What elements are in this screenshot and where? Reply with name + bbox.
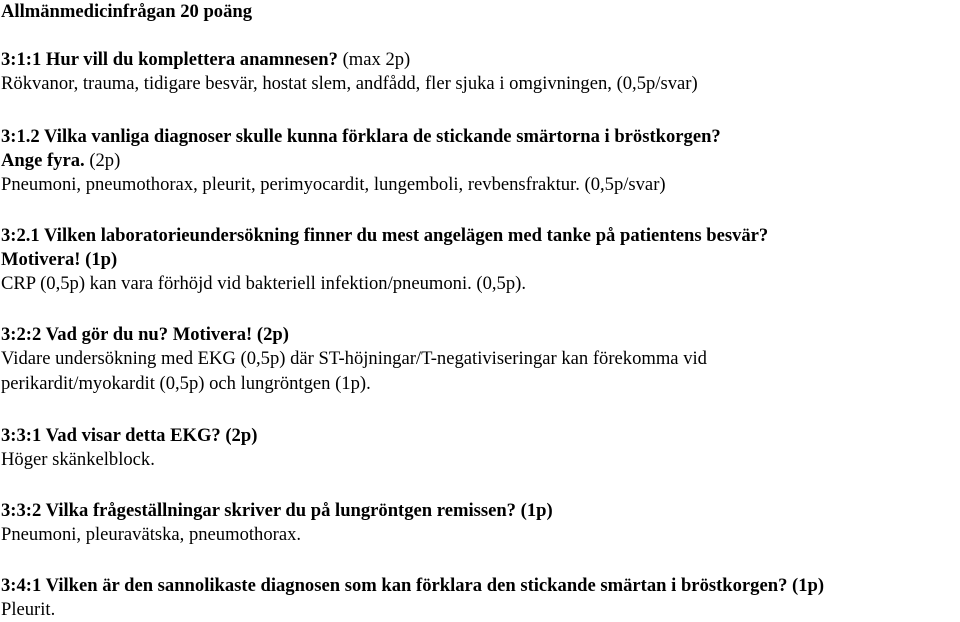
question-points: (2p) <box>89 150 121 171</box>
question-3-1-1 <box>1 48 410 72</box>
question-text: 3:3:2 Vilka frågeställningar skriver du på lungröntgen remissen? <box>1 500 516 521</box>
question-3-2-2 <box>1 323 289 347</box>
question-points: (2p) <box>225 425 258 446</box>
question-3-2-1-cont <box>1 248 117 272</box>
answer-3-3-1: Höger skänkelblock. <box>1 449 155 470</box>
question-text: 3:4:1 Vilken är den sannolikaste diagnosen som kan förklara den stickande smärtan i bröstkorgen? <box>1 575 788 596</box>
question-3-1-2: 3:1.2 Vilka vanliga diagnoser skulle kunna förklara de stickande smärtorna i bröstkorgen? <box>1 126 721 147</box>
page-title: Allmänmedicinfrågan 20 poäng <box>1 1 253 22</box>
question-3-4-1 <box>1 574 824 598</box>
question-text: 3:1:1 Hur vill du komplettera anamnesen? <box>1 49 338 70</box>
answer-3-2-2-line2: perikardit/myokardit (0,5p) och lungröntgen (1p). <box>1 373 371 394</box>
question-text: 3:2:2 Vad gör du nu? Motivera! <box>1 324 253 345</box>
question-points: (1p) <box>520 500 553 521</box>
answer-3-1-2: Pneumoni, pneumothorax, pleurit, perimyocardit, lungemboli, revbensfraktur. (0,5p/svar) <box>1 174 666 195</box>
answer-3-2-2-line1: Vidare undersökning med EKG (0,5p) där ST-höjningar/T-negativiseringar kan förekomma vid <box>1 348 707 369</box>
question-3-1-2-cont <box>1 149 120 173</box>
answer-3-2-1: CRP (0,5p) kan vara förhöjd vid bakteriell infektion/pneumoni. (0,5p). <box>1 273 526 294</box>
question-text: 3:3:1 Vad visar detta EKG? <box>1 425 221 446</box>
question-points: (1p) <box>85 249 118 270</box>
answer-3-1-1: Rökvanor, trauma, tidigare besvär, hostat slem, andfådd, fler sjuka i omgivningen, (0,5p/svar) <box>1 73 698 94</box>
question-text-cont: Motivera! <box>1 249 81 270</box>
question-points: (1p) <box>792 575 825 596</box>
question-3-3-1 <box>1 424 257 448</box>
answer-3-4-1: Pleurit. <box>1 599 56 620</box>
question-points: (max 2p) <box>342 49 411 70</box>
question-points: (2p) <box>256 324 289 345</box>
answer-3-3-2: Pneumoni, pleuravätska, pneumothorax. <box>1 524 302 545</box>
question-text-cont: Ange fyra. <box>1 150 85 171</box>
question-3-3-2 <box>1 499 553 523</box>
question-3-2-1: 3:2.1 Vilken laboratorieundersökning finner du mest angelägen med tanke på patientens besvär? <box>1 225 769 246</box>
